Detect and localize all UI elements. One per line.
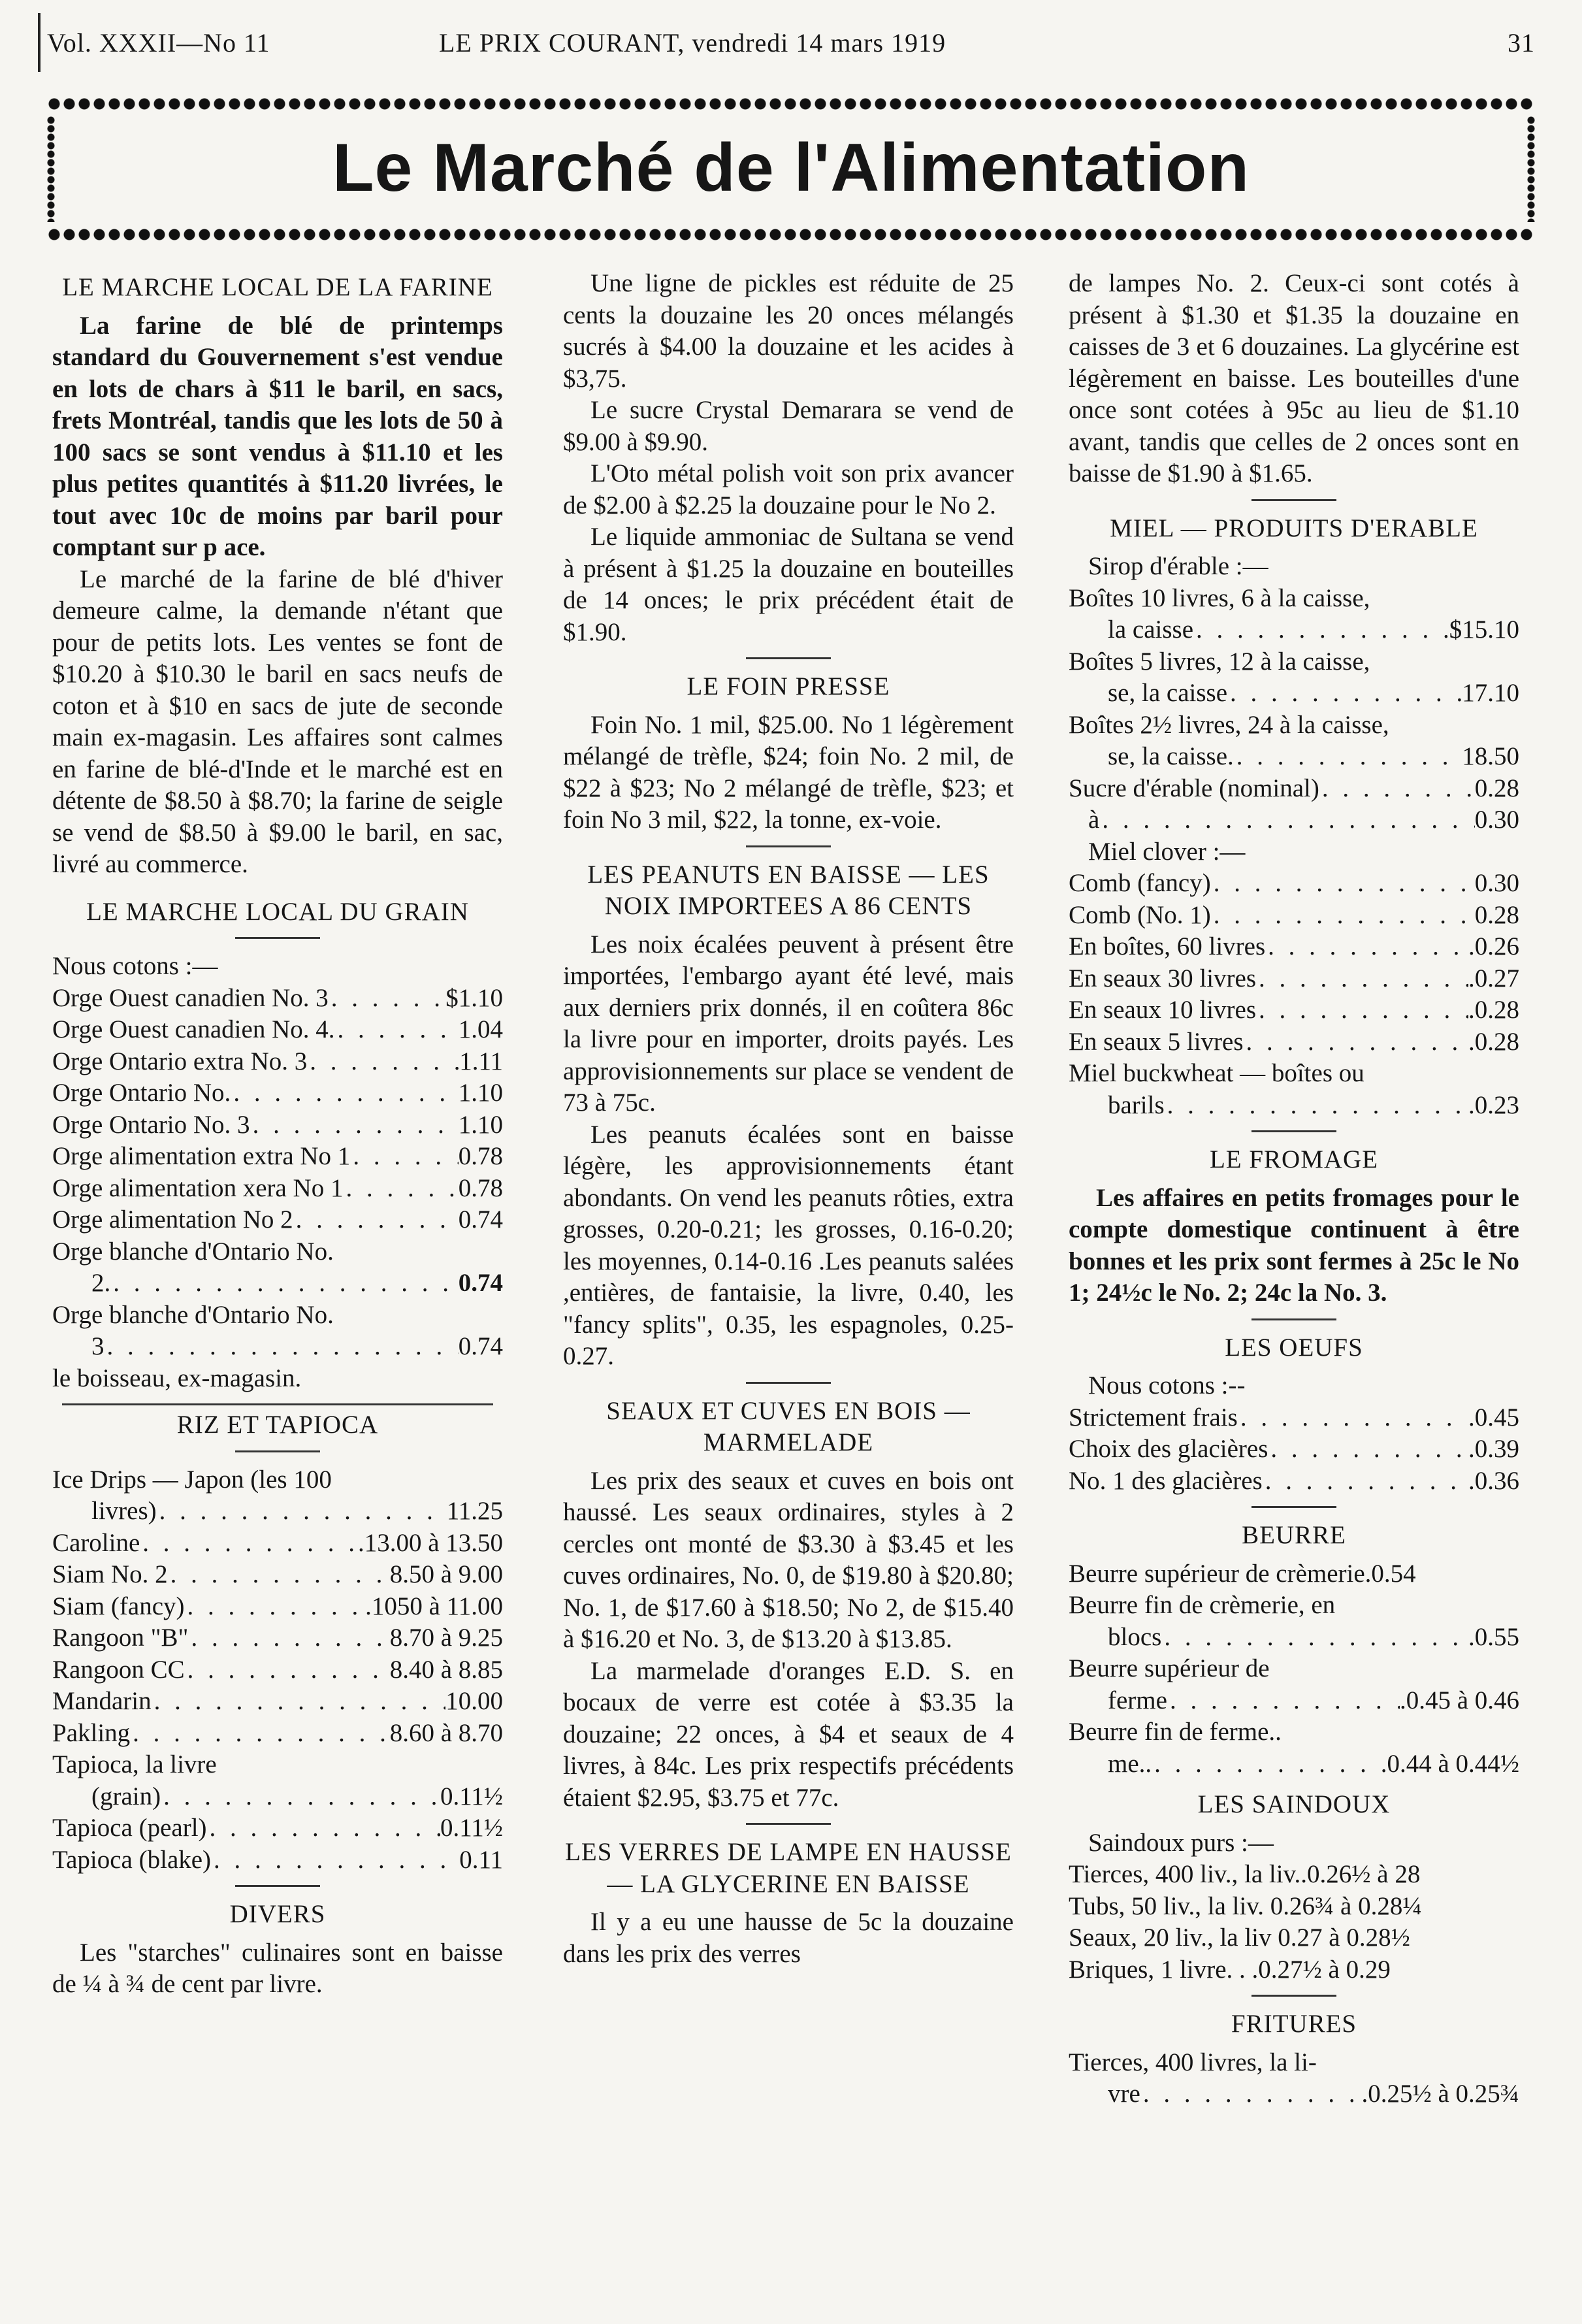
boites2 [1069,741,1519,773]
tapioca-grain-line-1: Tapioca, la livre [52,1750,217,1778]
column-left [52,268,503,2001]
heading-fritures: FRITURES [1231,2010,1357,2038]
riz-item-value: .13.00 à 13.50 [357,1528,503,1557]
boites5 [1069,678,1519,710]
saindoux-item-line: Tubs, 50 liv., la liv. 0.26¾ à 0.28¼ [1069,1891,1422,1920]
seaux-paragraph-2: La marmelade d'oranges E.D. S. en bocaux de verre est cotée à $3.35 la douzaine; 22 onces, à $4 et seaux de 4 livres, à 84c. Les prix respectifs précédents étaient $2.95, $3.75 et 77c. [563,1656,1014,1812]
peanuts-paragraph-1: Les noix écalées peuvent à présent être importées, l'embargo ayant été levé, mais aux derniers prix donnés, il en coûtera 86c la livre pour en importer, droits payés. Les approvisionnements sur place se vendent de 73 à 75c. [563,930,1014,1117]
oeufs-item-value: .0.36 [1468,1466,1519,1495]
beurre-4-value: .0.44 à 0.44½ [1380,1749,1519,1778]
heading-foin: LE FOIN PRESSE [686,672,890,700]
oeufs-item-row [1069,1465,1519,1498]
oeufs-item-value: .0.45 [1468,1403,1519,1432]
boites5-label: se, la caisse [1108,679,1228,707]
fritures [1069,2078,1519,2110]
boites2-value: 18.50 [1462,742,1519,770]
riz-item-value: 8.60 à 8.70 [389,1718,503,1747]
grain-item-value: $1.10 [445,983,503,1012]
beurre-1: Beurre supérieur de crèmerie.0.54 [1069,1559,1416,1588]
beurre-2-value: .0.55 [1468,1622,1519,1651]
riz-item-value: 8.50 à 9.00 [389,1560,503,1588]
grain-item-10-value: 0.74 [458,1332,503,1360]
oto-paragraph: L'Oto métal polish voit son prix avancer de $2.00 à $2.25 la douzaine pour le No 2. [563,459,1014,519]
miel-item-row [1069,931,1519,963]
beurre-2-label: blocs [1108,1622,1162,1651]
grain-item-value: 1.10 [458,1110,503,1139]
riz-item-label: Mandarin [52,1687,152,1715]
column-middle [563,268,1014,1970]
beurre-4-line-1: Beurre fin de ferme.. [1069,1718,1282,1746]
beurre-4-label: me.. [1108,1749,1152,1778]
foin-paragraph: Foin No. 1 mil, $25.00. No 1 légèrement mélangé de trèfle, $24; foin No. 2 mil, de $22 à $23; No 2 mélangé de trèfle, $23; et foin No 3 mil, $22, la tonne, ex-voie. [563,710,1014,834]
riz-item-label: Rangoon "B" [52,1624,189,1652]
grain-item-value: 0.78 [458,1142,503,1170]
miel-item-label: Comb (No. 1) [1069,900,1211,929]
boites10-label: la caisse [1108,615,1194,644]
riz-price-list [52,1528,503,1750]
fritures-line-1: Tierces, 400 livres, la li- [1069,2048,1317,2076]
saindoux-item-line: Tierces, 400 liv., la liv..0.26½ à 28 [1069,1860,1421,1888]
section-rule [62,1403,493,1405]
grain-item-row [52,983,503,1015]
column-right [1069,268,1519,2110]
running-header [47,21,1535,67]
beurre-2 [1069,1622,1519,1654]
miel-item-value: .0.28 [1468,1027,1519,1056]
tapioca-price-list [52,1812,503,1876]
buckwheat-value: .0.23 [1468,1090,1519,1119]
grain-item-row [52,1141,503,1173]
heading-peanuts: LES PEANUTS EN BAISSE — LES NOIX IMPORTEES A 86 CENTS [587,860,990,920]
fromage-paragraph: Les affaires en petits fromages pour le compte domestique continuent à être bonnes et les prix sont fermes à 25c le No 1; 24½c le No. 2; 24c la No. 3. [1069,1183,1519,1307]
heading-riz: RIZ ET TAPIOCA [176,1411,379,1439]
grain-item-10-label: 3 [91,1332,105,1360]
seaux-paragraph-1: Les prix des seaux et cuves en bois ont haussé. Les seaux ordinaires, styles à 2 cercles ont monté de $3.30 à $3.45 et les cuves ordinaires, No. 0, de $19.80 à $20.80; No. 1, de $17.60 à $18.50; No 2, de $15.40 à $16.20 et No. 3, de $13.20 à $13.85. [563,1466,1014,1653]
sirop-intro: Sirop d'érable :— [1088,552,1268,580]
oeufs-intro: Nous cotons :-- [1088,1371,1246,1399]
miel-item-row [1069,1026,1519,1058]
oeufs-item-label: Strictement frais [1069,1403,1238,1432]
riz-item-label: Pakling [52,1718,131,1747]
grain-item-10-line-1: Orge blanche d'Ontario No. [52,1300,334,1329]
farine-paragraph-1: La farine de blé de printemps standard du Gouvernement s'est vendue en lots de chars à $11 le baril, en sacs, frets Montréal, tandis que les lots de 50 à 100 sacs se sont vendus à $11.10 et les plus petites quantités à $11.20 livrées, le tout avec 10c de moins par baril pour comptant sur p ace. [52,311,503,561]
riz-item-value: .1050 à 11.00 [365,1592,503,1620]
divers-paragraph: Les "starches" culinaires sont en baisse de ¼ à ¾ de cent par livre. [52,1938,503,1998]
miel-item-row [1069,900,1519,932]
section-rule [1251,1995,1336,1997]
heading-seaux: SEAUX ET CUVES EN BOIS — MARMELADE [606,1396,971,1456]
miel-item-label: En boîtes, 60 livres [1069,932,1266,960]
grain-item-label: Orge Ontario No. [52,1079,231,1107]
publication-date-line: LE PRIX COURANT, vendredi 14 mars 1919 [439,28,946,57]
heading-divers: DIVERS [229,1900,326,1928]
grain-item-label: Orge Ouest canadien No. 3 [52,983,329,1012]
boites2-label: se, la caisse. [1108,742,1234,770]
heading-verres: LES VERRES DE LAMPE EN HAUSSE — LA GLYCERINE EN BAISSE [565,1838,1012,1898]
tapioca-item-label: Tapioca (blake) [52,1845,212,1874]
miel-item-label: En seaux 10 livres [1069,996,1257,1024]
grain-item-label: Orge Ontario extra No. 3 [52,1047,308,1075]
grain-item-label: Orge Ontario No. 3 [52,1110,250,1139]
heading-saindoux: LES SAINDOUX [1197,1790,1391,1818]
beurre-3-value: .0.45 à 0.46 [1399,1686,1519,1714]
heading-fromage: LE FROMAGE [1209,1145,1379,1173]
miel-item-row [1069,994,1519,1026]
riz-item-row [52,1654,503,1686]
grain-item-value: 1.11 [459,1047,503,1075]
volume-number: Vol. XXXII—No 11 [47,28,270,57]
grain-item-9-value: 0.74 [458,1269,503,1297]
fritures-label: vre [1108,2080,1140,2108]
riz-item-value: 10.00 [445,1687,503,1715]
miel-price-list [1069,868,1519,1058]
riz-item-row [52,1622,503,1654]
grain-item-value: 1.10 [458,1079,503,1107]
section-rule [1251,1130,1336,1132]
riz-item-row [52,1686,503,1718]
saindoux-item-line: Briques, 1 livre. . .0.27½ à 0.29 [1069,1955,1391,1984]
section-rule [746,845,831,847]
grain-item-value: 0.74 [458,1205,503,1234]
grain-item-label: Orge Ouest canadien No. 4. [52,1015,335,1043]
tapioca-grain-value: 0.11½ [440,1782,503,1810]
section-rule [235,1450,320,1452]
grain-item-9-label: 2. [91,1269,111,1297]
sucre-erable-value: 0.28 [1474,774,1519,802]
grain-item-label: Orge alimentation No 2 [52,1205,293,1234]
buckwheat-line-1: Miel buckwheat — boîtes ou [1069,1059,1364,1087]
miel-item-value: 0.28 [1474,900,1519,929]
sucre-erable-max-value: 0.30 [1474,806,1519,834]
riz-item-row [52,1559,503,1591]
section-rule [746,657,831,659]
boites5-line-1: Boîtes 5 livres, 12 à la caisse, [1069,647,1370,676]
verres-paragraph: Il y a eu une hausse de 5c la douzaine dans les prix des verres [563,1908,1014,1968]
beurre-3-line-1: Beurre supérieur de [1069,1654,1270,1682]
section-rule [746,1823,831,1825]
riz-item-row [52,1591,503,1623]
peanuts-paragraph-2: Les peanuts écalées sont en baisse légère, les approvisionnements étant abondants. On vend les peanuts rôties, extra grosses, 0.20-0.21; les grosses, 0.16-0.20; les moyennes, 0.14-0.16 .Les peanuts salées ,entières, de fantaisie, la livre, 0.40, les "fancy splits", 0.35, les espagnoles, 0.25-0.27. [563,1120,1014,1370]
dotted-border-bottom [47,227,1535,242]
saindoux-price-list [1069,1859,1519,1986]
heading-miel: MIEL — PRODUITS D'ERABLE [1110,514,1478,542]
beurre-2-line-1: Beurre fin de crèmerie, en [1069,1591,1336,1619]
tapioca-grain-label: (grain) [91,1782,161,1810]
oeufs-item-label: Choix des glacières [1069,1435,1268,1463]
miel-item-value: .0.28 [1468,996,1519,1024]
fritures-value: .0.25½ à 0.25¾ [1361,2080,1519,2108]
tapioca-item-value: 0.11½ [440,1814,503,1842]
miel-item-row [1069,868,1519,900]
clover-intro: Miel clover :— [1088,837,1246,866]
miel-item-value: .0.26 [1468,932,1519,960]
sucre-paragraph: Le sucre Crystal Demarara se vend de $9.00 à $9.90. [563,396,1014,456]
miel-item-label: En seaux 30 livres [1069,964,1257,992]
sucre-erable [1069,773,1519,805]
dotted-border-top [47,97,1535,111]
buckwheat-label: barils [1108,1090,1165,1119]
riz-item-1-label: livres) [91,1497,157,1525]
grain-item-row [52,1046,503,1078]
lampes-paragraph: de lampes No. 2. Ceux-ci sont cotés à présent à $1.30 et $1.35 la douzaine en caisses de 3 et 6 douzaines. La glycérine est légèrement en baisse. Les bouteilles d'une once sont cotées à 95c au lieu de $1.10 avant, tandis que celles de 2 onces sont en baisse de $1.90 à $1.65. [1069,269,1519,487]
page-number: 31 [1508,28,1535,57]
riz-item-label: Rangoon CC [52,1655,185,1684]
grain-intro: Nous cotons :— [52,952,218,980]
grain-item-10 [52,1331,503,1363]
riz-item-value: 8.40 à 8.85 [389,1655,503,1684]
grain-item-label: Orge alimentation extra No 1 [52,1142,351,1170]
section-rule [1251,1318,1336,1320]
heading-beurre: BEURRE [1242,1521,1346,1549]
buckwheat [1069,1090,1519,1122]
grain-item-row [52,1077,503,1109]
grain-footer: le boisseau, ex-magasin. [52,1364,302,1392]
heading-oeufs: LES OEUFS [1225,1333,1363,1362]
riz-item-row [52,1718,503,1750]
boites10-line-1: Boîtes 10 livres, 6 à la caisse, [1069,583,1370,612]
left-margin-rule [38,13,40,72]
boites5-value: 17.10 [1462,679,1519,707]
section-rule [235,1885,320,1887]
beurre-4 [1069,1748,1519,1780]
tapioca-grain [52,1781,503,1813]
title-banner [47,97,1535,242]
tapioca-item-row [52,1844,503,1876]
grain-item-label: Orge alimentation xera No 1 [52,1173,344,1202]
grain-item-value: 0.78 [458,1173,503,1202]
beurre-3-label: ferme [1108,1686,1167,1714]
pickles-paragraph: Une ligne de pickles est réduite de 25 cents la douzaine les 20 onces mélangés sucrés à $4.00 la douzaine et les acides à $3,75. [563,269,1014,393]
riz-item-1-value: 11.25 [446,1497,503,1525]
miel-item-row [1069,963,1519,995]
farine-paragraph-2: Le marché de la farine de blé d'hiver demeure calme, la demande n'étant que pour de petits lots. Les ventes se font de $10.20 à $10.30 le baril en sacs neufs de coton et à $10 en sacs de jute de seconde main ex-magasin. Les affaires sont calmes en farine de blé-d'Inde et le marché est en détente de $8.50 à $8.70; la farine de seigle se vend de $8.50 à $9.00 le baril, en sac, livré au commerce. [52,565,503,878]
page-title: Le Marché de l'Alimentation [332,130,1250,206]
riz-item-label: Siam No. 2 [52,1560,168,1588]
riz-item-1 [52,1496,503,1528]
boites10 [1069,614,1519,646]
boites10-value: $15.10 [1449,615,1519,644]
saindoux-item-line: Seaux, 20 liv., la liv 0.27 à 0.28½ [1069,1923,1410,1952]
oeufs-price-list [1069,1402,1519,1498]
sucre-erable-max-label: à [1088,806,1100,834]
miel-item-value: 0.30 [1474,869,1519,897]
grain-item-row [52,1173,503,1205]
section-rule [235,937,320,939]
riz-item-label: Siam (fancy) [52,1592,185,1620]
riz-item-1-line-1: Ice Drips — Japon (les 100 [52,1465,332,1494]
tapioca-item-row [52,1812,503,1844]
miel-item-label: En seaux 5 livres [1069,1027,1244,1056]
sucre-erable-max [1069,804,1519,836]
grain-item-value: 1.04 [458,1015,503,1043]
oeufs-item-row [1069,1402,1519,1434]
ammoniac-paragraph: Le liquide ammoniac de Sultana se vend à présent à $1.25 la douzaine en bouteilles de 14 onces; le prix précédent était de $1.90. [563,523,1014,646]
tapioca-item-value: 0.11 [459,1845,503,1874]
sucre-erable-label: Sucre d'érable (nominal) [1069,774,1319,802]
grain-item-row [52,1109,503,1141]
riz-item-label: Caroline [52,1528,140,1557]
miel-item-label: Comb (fancy) [1069,869,1211,897]
heading-farine: LE MARCHE LOCAL DE LA FARINE [62,273,493,301]
section-rule [1251,1506,1336,1508]
boites2-line-1: Boîtes 2½ livres, 24 à la caisse, [1069,710,1389,739]
miel-item-value: .0.27 [1468,964,1519,992]
tapioca-item-label: Tapioca (pearl) [52,1814,207,1842]
oeufs-item-row [1069,1433,1519,1465]
section-rule [746,1382,831,1384]
saindoux-intro: Saindoux purs :— [1088,1828,1274,1857]
oeufs-item-label: No. 1 des glacières [1069,1466,1263,1495]
grain-item-row [52,1014,503,1046]
riz-item-value: 8.70 à 9.25 [389,1624,503,1652]
oeufs-item-value: .0.39 [1468,1435,1519,1463]
beurre-3 [1069,1685,1519,1717]
grain-item-9 [52,1268,503,1300]
grain-price-list [52,983,503,1236]
riz-item-row [52,1528,503,1560]
heading-grain: LE MARCHE LOCAL DU GRAIN [86,897,469,926]
grain-item-row [52,1204,503,1236]
section-rule [1251,499,1336,501]
grain-item-9-line-1: Orge blanche d'Ontario No. [52,1237,334,1266]
